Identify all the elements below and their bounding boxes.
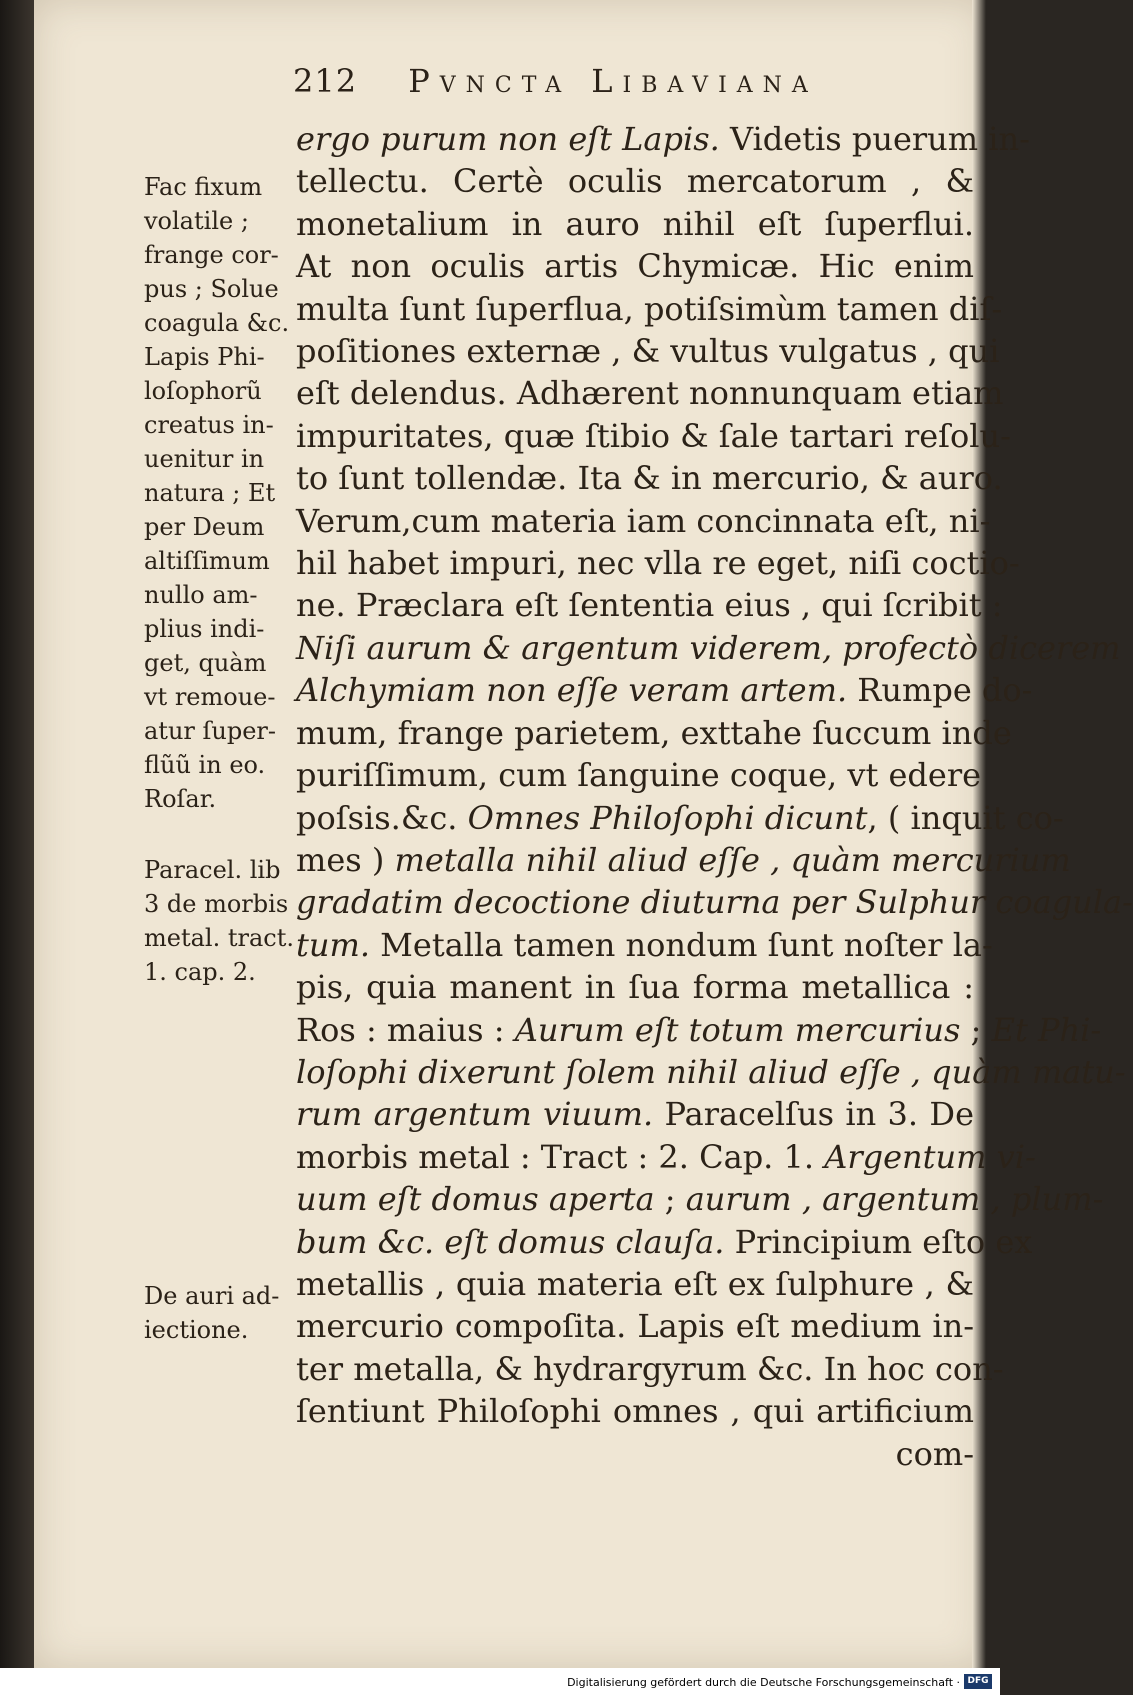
italic-segment: Et Phi- [991,1010,1102,1049]
text-line [296,1009,1102,1051]
margin-note-line: pus ; Solue [144,275,279,303]
text-line [296,712,1012,754]
dfg-logo: DFG [964,1674,992,1689]
text-line [296,245,974,287]
margin-note-line: plius indi- [144,615,265,643]
text-line [296,1093,974,1135]
margin-note-line: 1. cap. 2. [144,958,256,986]
margin-note-line: volatile ; [144,207,249,235]
italic-segment: tum. [296,925,370,964]
text-line [296,839,1071,881]
digitization-credit: Digitalisierung gefördert durch die Deutsche Forschungsgemeinschaft · [567,1676,960,1689]
roman-segment: metallis , quia materia eſt ex ſulphure , & [296,1264,974,1303]
margin-note-line: 3 de morbis [144,890,289,918]
roman-segment: mercurio compoſita. Lapis eſt medium in- [296,1307,974,1346]
roman-segment: ne. Præclara eſt ſententia eius , qui ſcribit : [296,586,1003,625]
roman-segment: Paracelſus in 3. De [653,1095,975,1134]
text-line [296,288,1003,330]
page-header [293,62,818,100]
book-gutter [0,0,34,1668]
text-line [296,669,1033,711]
text-line [296,1221,1033,1263]
margin-note-line: get, quàm [144,649,267,677]
text-line [296,1263,974,1305]
margin-note-line: nullo am- [144,581,258,609]
italic-segment: loſophi dixerunt ſolem nihil aliud eſſe , quàm matu- [296,1052,1126,1091]
running-title: Pvncta Libaviana [408,62,818,100]
roman-segment: to ſunt tollendæ. Ita & in mercurio, & auro. [296,459,1003,498]
text-line [296,1390,974,1432]
margin-note-line: De auri ad- [144,1282,280,1310]
margin-note-line: frange cor- [144,241,279,269]
italic-segment: rum argentum viuum. [296,1095,654,1134]
text-line [296,1433,974,1475]
roman-segment: ; [960,1010,992,1049]
text-line [296,627,1121,669]
roman-segment: Verum,cum materia iam concinnata eſt, ni- [296,501,991,540]
roman-segment: Metalla tamen nondum ſunt noſter la- [369,925,993,964]
text-line [296,924,993,966]
margin-note-line: uenitur in [144,445,265,473]
margin-note-de-auri-adiectione [144,1279,294,1347]
margin-note-line: Paracel. lib [144,856,281,884]
roman-segment: impuritates, quæ ſtibio & ſale tartari reſolu- [296,416,1011,455]
margin-note-line: metal. tract. [144,924,294,952]
text-line [296,881,1133,923]
roman-segment: Ros : maius : [296,1010,515,1049]
roman-segment: ; [654,1180,686,1219]
margin-note-line: vt remoue- [144,683,276,711]
text-line [296,966,974,1008]
italic-segment: Argentum vi- [824,1137,1036,1176]
text-line [296,330,1000,372]
margin-note-line: Fac fixum [144,173,263,201]
italic-segment: Aurum eſt totum mercurius [514,1010,961,1049]
roman-segment: ter metalla, & hydrargyrum &c. In hoc con- [296,1349,1004,1388]
text-line [296,415,1011,457]
italic-segment: aurum , argentum , plum- [685,1180,1104,1219]
text-line [296,203,974,245]
roman-segment: com- [895,1434,974,1473]
text-line [296,1305,974,1347]
roman-segment: Videtis puerum in- [719,120,1030,158]
roman-segment: hil habet impuri, nec vlla re eget, niſi coctio- [296,544,1020,583]
text-line [296,160,974,202]
page-number: 212 [293,62,358,100]
roman-segment: morbis metal : Tract : 2. Cap. 1. [296,1137,825,1176]
roman-segment: eſt delendus. Adhærent nonnunquam etiam [296,374,1004,413]
roman-segment: multa ſunt ſuperflua, potiſsimùm tamen diſ- [296,289,1003,328]
margin-note-line: coagula &c. [144,309,290,337]
italic-segment: metalla nihil aliud eſſe , quàm mercurium [394,840,1071,879]
margin-note-line: altiſſimum [144,547,270,575]
italic-segment: uum eſt domus aperta [296,1180,655,1219]
italic-segment: Alchymiam non eſſe veram artem. [296,671,848,710]
margin-note-paracelsus-ref [144,853,294,989]
margin-note-fac-fixum [144,170,294,816]
roman-segment: mes ) [296,840,395,879]
roman-segment: puriſſimum, cum ſanguine coque, vt edere [296,756,982,795]
margin-note-line: creatus in- [144,411,274,439]
italic-segment: Omnes Philoſophi dicunt [467,798,868,837]
main-text-block [296,118,1133,1475]
margin-note-line: loſophorũ [144,377,262,405]
margin-note-line: Roſar. [144,785,217,813]
roman-segment: pis, quia manent in ſua forma metallica : [296,968,974,1007]
text-line [296,1136,1036,1178]
roman-segment: , ( inquit co- [867,798,1064,837]
roman-segment: Rumpe do- [847,671,1033,710]
text-line [296,1348,1004,1390]
margin-note-line: flũũ in eo. [144,751,266,779]
roman-segment: mum, frange parietem, exttahe ſuccum inde [296,713,1012,752]
text-line [296,542,1020,584]
margin-note-line: per Deum [144,513,265,541]
roman-segment: tellectu. Certè oculis mercatorum , & [296,162,974,201]
text-line [296,372,1004,414]
roman-segment: ſentiunt Philoſophi omnes , qui artificium [296,1392,974,1431]
roman-segment: poſsis.&c. [296,798,468,837]
margin-note-line: iectione. [144,1316,249,1344]
text-line [296,1178,1104,1220]
margin-note-line: atur ſuper- [144,717,276,745]
roman-segment: monetalium in auro nihil eſt ſuperflui. [296,204,974,243]
text-line [296,1051,1126,1093]
roman-segment: At non oculis artis Chymicæ. Hic enim [296,247,974,286]
text-line [296,754,982,796]
text-line [296,118,1030,160]
text-line [296,500,991,542]
roman-segment: Principium eſto ex [724,1222,1033,1261]
text-line [296,584,1003,626]
italic-segment: gradatim decoctione diuturna per Sulphur coagula- [296,883,1133,922]
italic-segment: bum &c. eſt domus clauſa. [296,1222,725,1261]
roman-segment: poſitiones externæ , & vultus vulgatus , qui [296,332,1000,371]
italic-segment: Niſi aurum & argentum viderem, profectò dicerem [296,628,1121,667]
text-line [296,797,1064,839]
margin-note-line: natura ; Et [144,479,276,507]
italic-segment: ergo purum non eſt Lapis. [296,120,720,158]
text-line [296,457,1003,499]
margin-note-line: Lapis Phi- [144,343,265,371]
